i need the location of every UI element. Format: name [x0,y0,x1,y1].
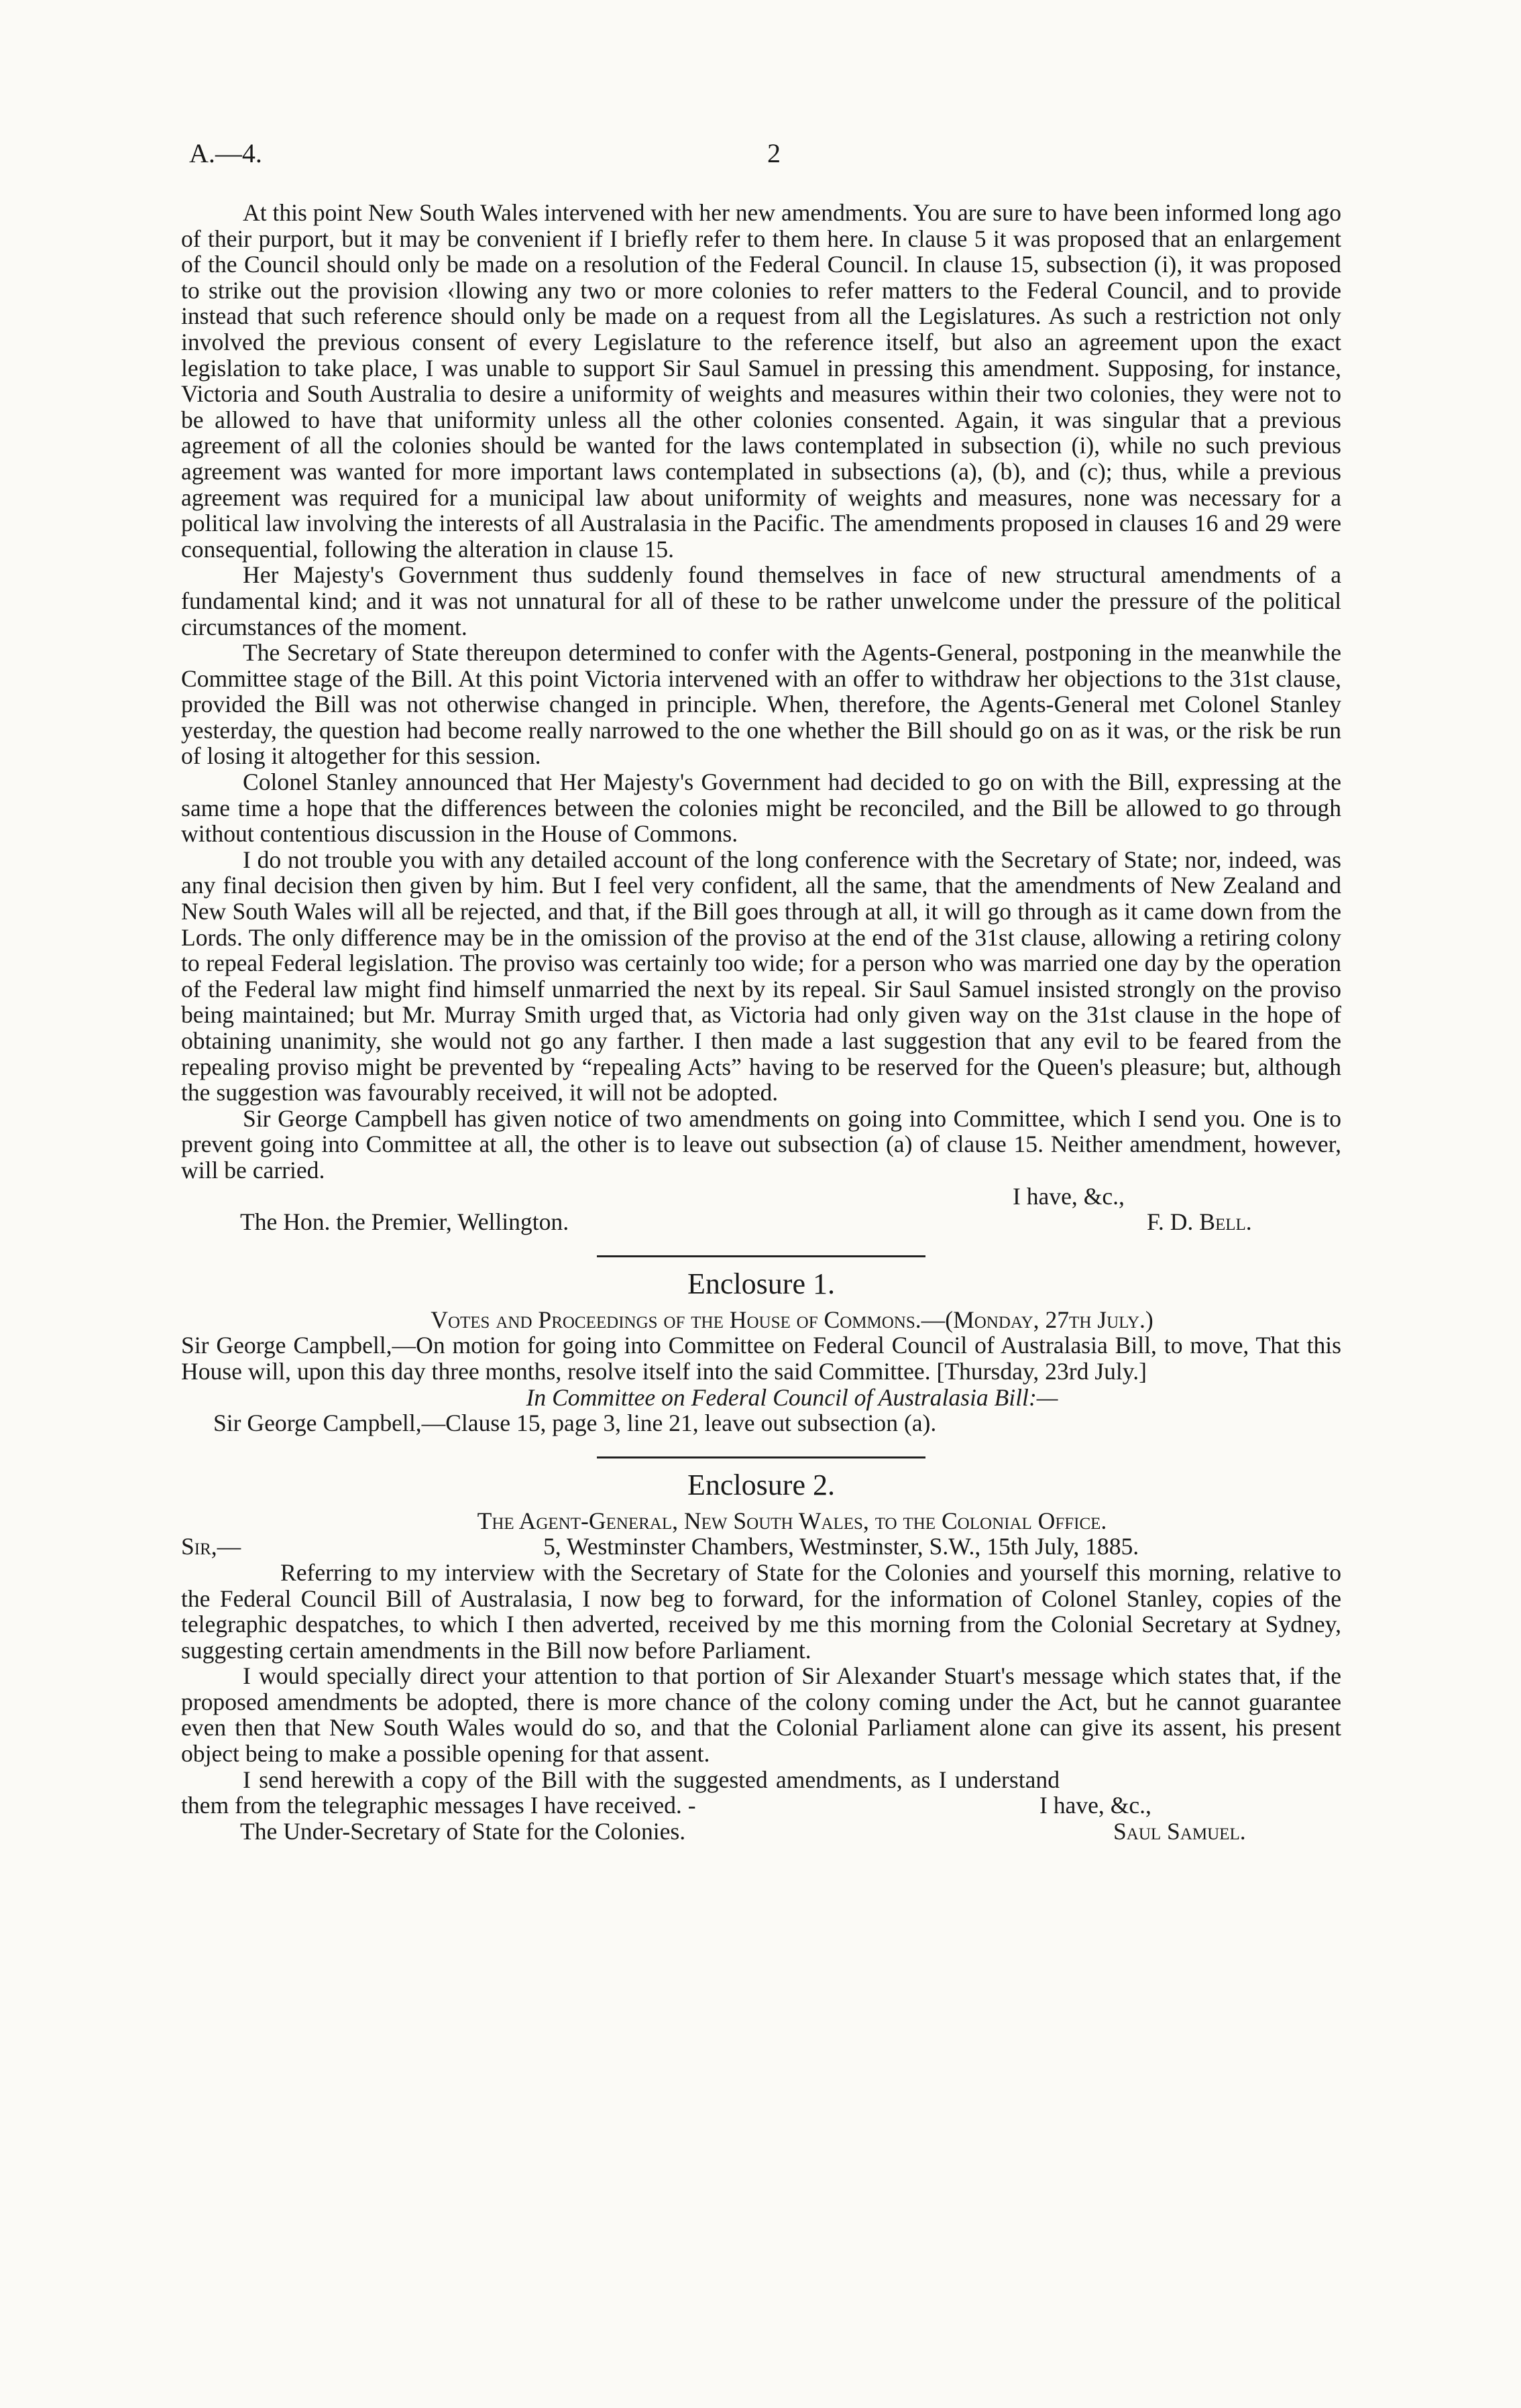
sender-address: 5, Westminster Chambers, Westminster, S.W., 15th July, 1885. [543,1533,1139,1560]
section-divider [597,1456,925,1458]
enclosure-1-committee-heading: In Committee on Federal Council of Australasia Bill:— [526,1383,1058,1411]
salutation-row [181,1534,1341,1560]
enclosure-2-closing-row [181,1792,1341,1819]
letter-closing: I have, &c., [1013,1182,1125,1210]
document-body [181,200,1341,1844]
letter-signature: F. D. Bell. [1147,1208,1252,1236]
letter-closing-row [181,1184,1341,1210]
enclosure-1 [181,1267,1341,1436]
salutation: Sir,— [181,1533,241,1560]
enclosure-2-paragraph: I would specially direct your attention to that portion of Sir Alexander Stuart's message which states that, if the proposed amendments be adopted, there is more chance of the colony coming under the Act, but he cannot guarantee even then that New South Wales would do so, and that the Colonial Parliament alone can give its assent, his present object being to make a possible opening for that assent. [181,1662,1341,1768]
enclosure-1-motion: Sir George Campbell,—On motion for going into Committee on Federal Council of Australasia Bill, to move, That this House will, upon this day three months, resolve itself into the said Committee. [Thursday, 23rd July.] [181,1332,1341,1385]
letter-body [181,200,1341,1235]
enclosure-2-signoff-row [181,1819,1341,1845]
enclosure-2-subtitle: The Agent-General, New South Wales, to the Colonial Office. [477,1507,1107,1534]
enclosure-2-signature: Saul Samuel. [1113,1817,1246,1845]
enclosure-1-title: Enclosure 1. [687,1267,835,1300]
page-number: 2 [767,138,781,168]
enclosure-1-subtitle: Votes and Proceedings of the House of Commons.—(Monday, 27th July.) [431,1306,1153,1333]
letter-paragraph: At this point New South Wales intervened with her new amendments. You are sure to have been informed long ago of their purport, but it may be convenient if I briefly refer to them here. In clause 5 it was proposed that an enlargement of the Council should only be made on a resolution of the Federal Council. In clause 15, subsection (i), it was proposed to strike out the provision ‹llowing any two or more colonies to refer matters to the Federal Council, and to provide instead that such reference should only be made on a request from all the Legislatures. As such a restriction not only involved the previous consent of every Legislature to the reference itself, but also an agreement upon the exact legislation to take place, I was unable to support Sir Saul Samuel in pressing this amendment. Supposing, for instance, Victoria and South Australia to desire a uniformity of weights and measures within their two colonies, they were not to be allowed to have that uniformity unless all the other colonies consented. Again, it was singular that a previous agreement of all the colonies should be wanted for the laws contemplated in subsection (i), while no such previous agreement was wanted for more important laws contemplated in subsections (a), (b), and (c); thus, while a previous agreement was required for a municipal law about uniformity of weights and measures, none was necessary for a political law involving the interests of all Australasia in the Pacific. The amendments proposed in clauses 16 and 29 were consequential, following the alteration in clause 15. [181,199,1341,563]
enclosure-2 [181,1468,1341,1845]
page-header [189,137,1343,178]
enclosure-2-addressee: The Under-Secretary of State for the Colonies. [240,1817,686,1845]
enclosure-2-title: Enclosure 2. [687,1468,835,1501]
letter-paragraph: Sir George Campbell has given notice of two amendments on going into Committee, which I send you. One is to prevent going into Committee at all, the other is to leave out subsection (a) of clause 15. Neither amendment, however, will be carried. [181,1104,1341,1184]
letter-signoff-row [181,1209,1341,1235]
letter-paragraph: The Secretary of State thereupon determined to confer with the Agents-General, postponing in the meanwhile the Committee stage of the Bill. At this point Victoria intervened with an offer to withdraw her objections to the 31st clause, provided the Bill was not otherwise changed in principle. When, therefore, the Agents-General met Colonel Stanley yesterday, the question had become really narrowed to the one whether the Bill should go on as it was, or the risk be run of losing it altogether for this session. [181,639,1341,770]
letter-paragraph: Colonel Stanley announced that Her Majesty's Government had decided to go on with the Bill, expressing at the same time a hope that the differences between the colonies might be reconciled, and the Bill be allowed to go through without contentious discussion in the House of Commons. [181,768,1341,848]
enclosure-2-paragraph: Referring to my interview with the Secretary of State for the Colonies and yourself this morning, relative to the Federal Council Bill of Australasia, I now beg to forward, for the information of Colonel Stanley, copies of the telegraphic despatches, to which I then adverted, received by me this morning from the Colonial Secretary at Sydney, suggesting certain amendments in the Bill now before Parliament. [181,1558,1341,1664]
enclosure-2-closing: I have, &c., [1039,1792,1151,1819]
enclosure-1-amendment: Sir George Campbell,—Clause 15, page 3, line 21, leave out subsection (a). [213,1410,937,1437]
enclosure-2-paragraph: I send herewith a copy of the Bill with the suggested amendments, as I understand them from the telegraphic messages I have received. - [181,1766,1060,1819]
letter-paragraph: I do not trouble you with any detailed account of the long conference with the Secretary of State; nor, indeed, was any final decision then given by him. But I feel very confident, all the same, that the amendments of New Zealand and New South Wales will all be rejected, and that, if the Bill goes through at all, it will go through as it came down from the Lords. The only difference may be in the omission of the proviso at the end of the 31st clause, allowing a retiring colony to repeal Federal legislation. The proviso was certainly too wide; for a person who was married one day by the operation of the Federal law might find himself unmarried the next by its repeal. Sir Saul Samuel insisted strongly on the proviso being maintained; but Mr. Murray Smith urged that, as Victoria had only given way on the 31st clause in the hope of obtaining unanimity, she would not go any farther. I then made a last suggestion that any evil to be feared from the repealing proviso might be prevented by “repealing Acts” having to be reserved for the Queen's pleasure; but, although the suggestion was favourably received, it will not be adopted. [181,846,1341,1106]
section-divider [597,1255,925,1257]
letter-paragraph: Her Majesty's Government thus suddenly found themselves in face of new structural amendments of a fundamental kind; and it was not unnatural for all of these to be rather unwelcome under the pressure of the political circumstances of the moment. [181,561,1341,640]
document-reference: A.—4. [189,138,262,168]
letter-addressee: The Hon. the Premier, Wellington. [240,1208,569,1236]
